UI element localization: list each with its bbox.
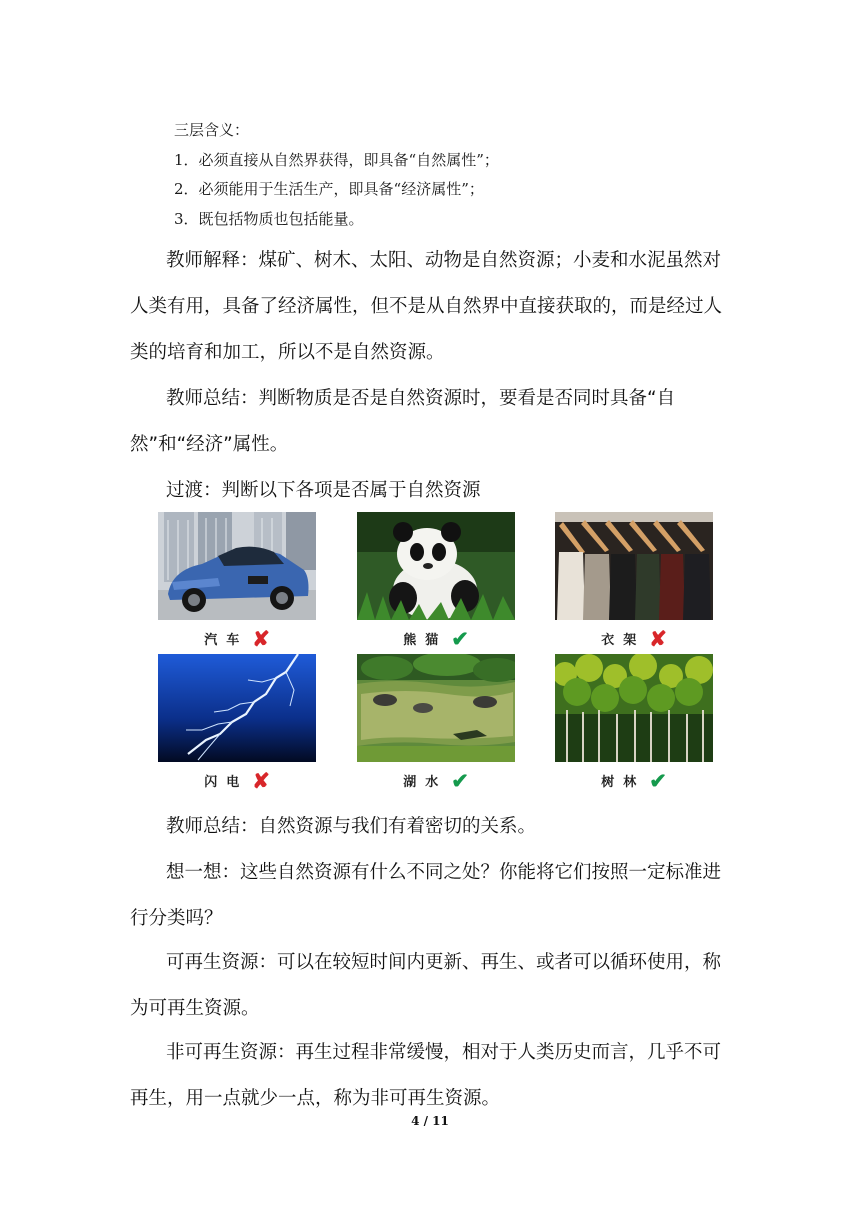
resource-image-grid [158, 512, 718, 794]
grid-caption [158, 768, 316, 793]
three-meanings-list [174, 116, 499, 234]
list-heading: 三层含义： [174, 121, 250, 139]
list-item: 3．既包括物质也包括能量。 [174, 209, 364, 228]
grid-caption [555, 768, 713, 793]
paragraph-teacher-summary-2: 教师总结：自然资源与我们有着密切的关系。 [166, 816, 537, 837]
lake-photo-icon [357, 654, 515, 762]
cross-icon: ✘ [649, 626, 667, 651]
grid-caption [555, 626, 713, 651]
hanger-photo-icon [555, 512, 713, 620]
paragraph-transition: 过渡：判断以下各项是否属于自然资源 [166, 480, 481, 501]
grid-caption [357, 626, 515, 651]
cross-icon: ✘ [252, 626, 270, 651]
caption-label: 熊猫 [403, 633, 448, 648]
check-icon: ✔ [649, 768, 667, 793]
cross-icon: ✘ [252, 768, 270, 793]
car-photo-icon [158, 512, 316, 620]
paragraph-nonrenewable: 非可再生资源：再生过程非常缓慢，相对于人类历史而言，几乎不可再生，用一点就少一点，称为非可再生资源。 [130, 1042, 722, 1109]
page-number: 4 / 11 [411, 1114, 449, 1128]
list-item: 1．必须直接从自然界获得，即具备“自然属性”； [174, 150, 499, 169]
caption-label: 树林 [601, 775, 646, 790]
paragraph-teacher-summary: 教师总结：判断物质是否是自然资源时，要看是否同时具备“自然”和“经济”属性。 [130, 388, 676, 455]
paragraph-think: 想一想：这些自然资源有什么不同之处？你能将它们按照一定标准进行分类吗？ [130, 862, 722, 929]
caption-label: 汽车 [204, 633, 249, 648]
paragraph-teacher-explanation: 教师解释：煤矿、树木、太阳、动物是自然资源；小麦和水泥虽然对人类有用，具备了经济属性，但不是从自然界中直接获取的，而是经过人类的培育和加工，所以不是自然资源。 [130, 250, 723, 363]
caption-label: 闪电 [204, 775, 249, 790]
check-icon: ✔ [451, 626, 469, 651]
forest-photo-icon [555, 654, 713, 762]
caption-label: 衣架 [601, 633, 646, 648]
grid-caption [158, 626, 316, 651]
list-item: 2．必须能用于生活生产，即具备“经济属性”； [174, 180, 484, 198]
check-icon: ✔ [451, 768, 469, 793]
lightning-photo-icon [158, 654, 316, 762]
grid-caption [357, 768, 515, 793]
caption-label: 湖水 [403, 775, 448, 790]
panda-photo-icon [357, 512, 515, 620]
paragraph-renewable: 可再生资源：可以在较短时间内更新、再生、或者可以循环使用，称为可再生资源。 [130, 952, 722, 1019]
